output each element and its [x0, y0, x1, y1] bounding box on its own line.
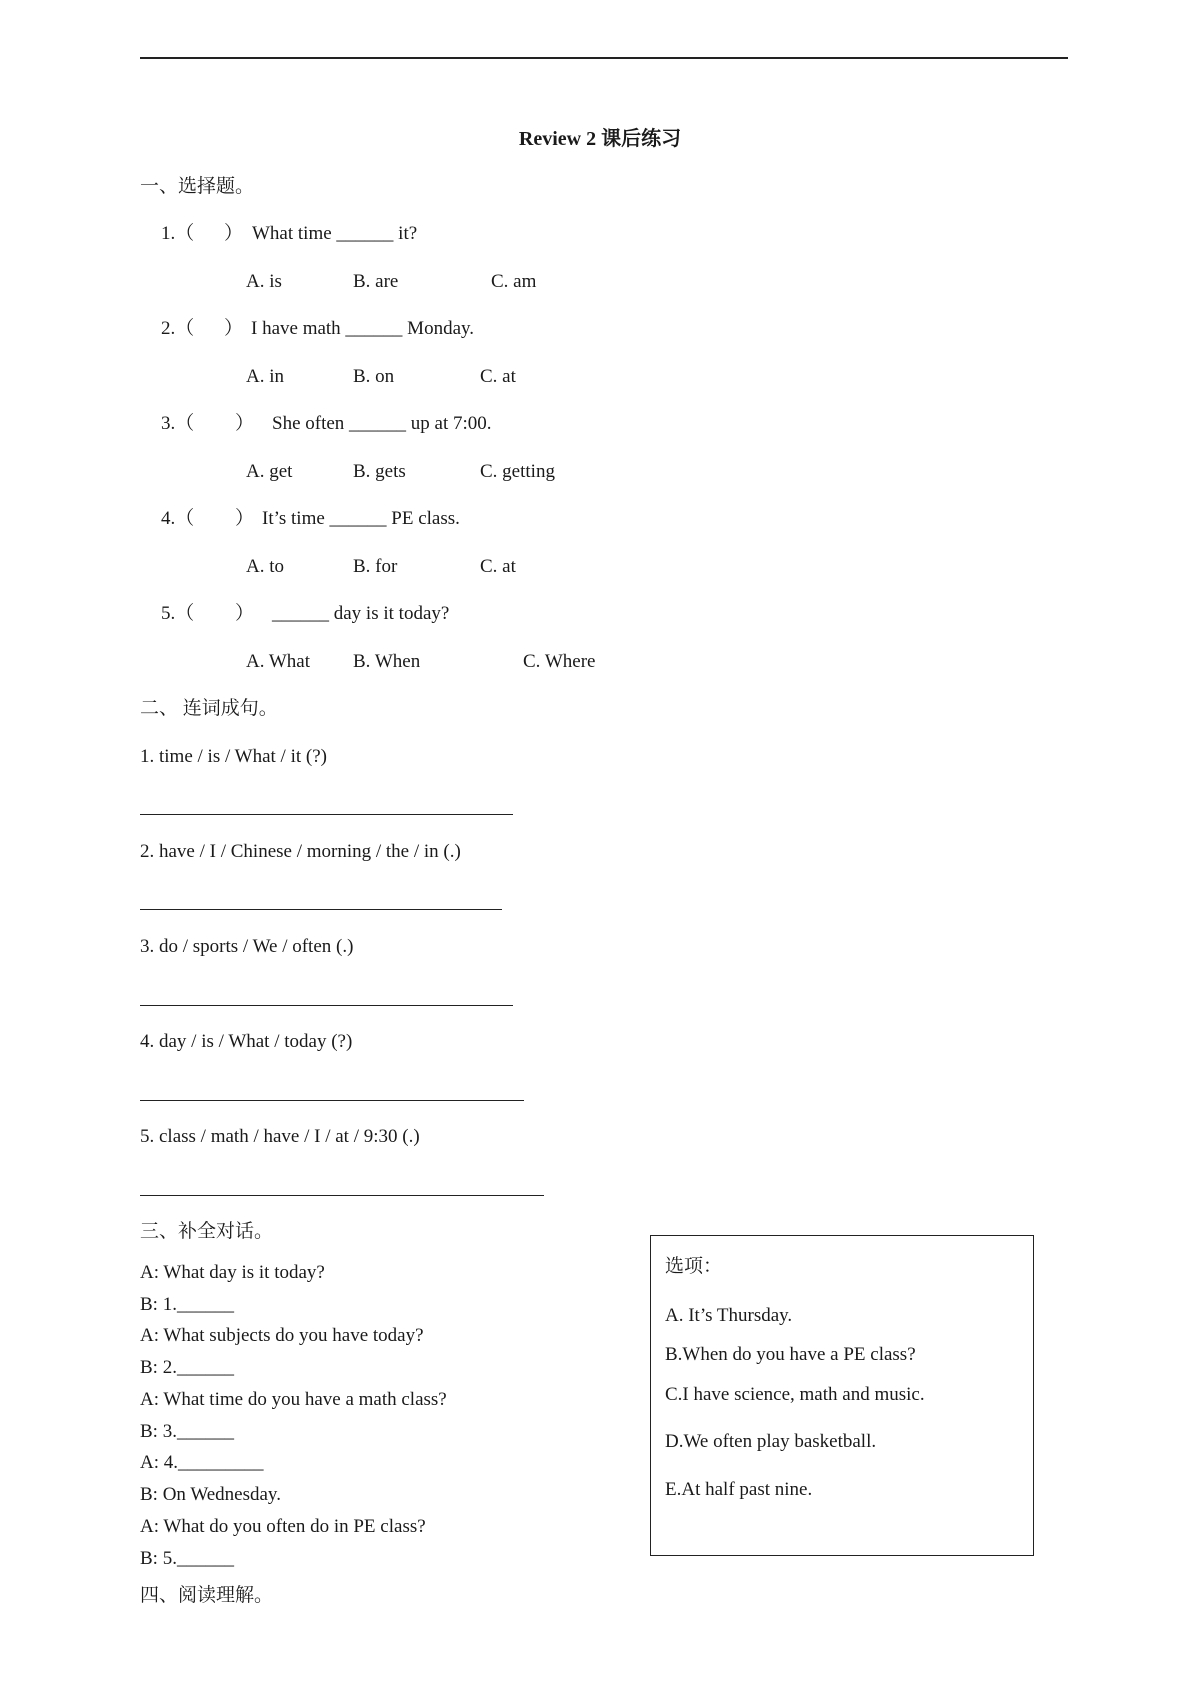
- q3-number: 3.（: [161, 413, 195, 434]
- s2-item-3: 3. do / sports / We / often (.): [140, 936, 354, 957]
- options-box-label: 选项：: [665, 1256, 723, 1277]
- q2-option-b: B. on: [353, 366, 395, 387]
- s2-item-5: 5. class / math / have / I / at / 9:30 (.): [140, 1126, 420, 1147]
- q4-option-c: C. at: [480, 556, 516, 577]
- q2-number: 2.（: [161, 318, 195, 339]
- q1-option-c: C. am: [491, 271, 537, 292]
- section2-heading: 二、 连词成句。: [140, 698, 278, 719]
- s2-item-2: 2. have / I / Chinese / morning / the / in (.): [140, 841, 461, 862]
- dialogue-line-1: A: What day is it today?: [140, 1262, 325, 1283]
- dialogue-line-7: A: 4._________: [140, 1452, 264, 1473]
- s2-answer-line-2[interactable]: [140, 909, 502, 910]
- q5-text: ______ day is it today?: [272, 603, 450, 624]
- q1-number: 1.（: [161, 223, 195, 244]
- dialogue-line-2: B: 1.______: [140, 1294, 234, 1315]
- q2-option-a: A. in: [246, 366, 284, 387]
- section1-heading: 一、选择题。: [140, 176, 255, 197]
- option-b: B.When do you have a PE class?: [665, 1344, 916, 1365]
- dialogue-line-5: A: What time do you have a math class?: [140, 1389, 447, 1410]
- page-title: Review 2 课后练习: [518, 128, 682, 150]
- s2-item-4: 4. day / is / What / today (?): [140, 1031, 353, 1052]
- q3-option-a: A. get: [246, 461, 293, 482]
- dialogue-line-3: A: What subjects do you have today?: [140, 1325, 424, 1346]
- section3-heading: 三、补全对话。: [140, 1221, 274, 1242]
- q1-close-paren: ）: [224, 223, 244, 244]
- q1-text: What time ______ it?: [252, 223, 418, 244]
- q5-option-a: A. What: [246, 651, 311, 672]
- option-a: A. It’s Thursday.: [665, 1305, 793, 1326]
- q2-text: I have math ______ Monday.: [251, 318, 475, 339]
- q3-close-paren: ）: [235, 413, 255, 434]
- q2-option-c: C. at: [480, 366, 516, 387]
- q1-option-b: B. are: [353, 271, 399, 292]
- q5-option-b: B. When: [353, 651, 421, 672]
- dialogue-line-10: B: 5.______: [140, 1548, 234, 1569]
- s2-answer-line-3[interactable]: [140, 1005, 513, 1006]
- s2-item-1: 1. time / is / What / it (?): [140, 746, 327, 767]
- q3-option-b: B. gets: [353, 461, 406, 482]
- s2-answer-line-4[interactable]: [140, 1100, 524, 1101]
- q3-text: She often ______ up at 7:00.: [272, 413, 492, 434]
- q5-number: 5.（: [161, 603, 195, 624]
- dialogue-line-8: B: On Wednesday.: [140, 1484, 281, 1505]
- option-d: D.We often play basketball.: [665, 1431, 877, 1452]
- q4-close-paren: ）: [235, 508, 255, 529]
- q4-option-b: B. for: [353, 556, 398, 577]
- q1-option-a: A. is: [246, 271, 282, 292]
- s2-answer-line-5[interactable]: [140, 1195, 544, 1196]
- option-e: E.At half past nine.: [665, 1479, 813, 1500]
- dialogue-line-4: B: 2.______: [140, 1357, 234, 1378]
- q5-close-paren: ）: [235, 603, 255, 624]
- header-rule: [140, 57, 1068, 59]
- q2-close-paren: ）: [224, 318, 244, 339]
- q4-text: It’s time ______ PE class.: [262, 508, 460, 529]
- q4-number: 4.（: [161, 508, 195, 529]
- option-c: C.I have science, math and music.: [665, 1384, 925, 1405]
- section4-heading: 四、阅读理解。: [140, 1585, 274, 1606]
- dialogue-line-6: B: 3.______: [140, 1421, 234, 1442]
- q4-option-a: A. to: [246, 556, 284, 577]
- dialogue-line-9: A: What do you often do in PE class?: [140, 1516, 426, 1537]
- q5-option-c: C. Where: [523, 651, 596, 672]
- s2-answer-line-1[interactable]: [140, 814, 513, 815]
- q3-option-c: C. getting: [480, 461, 555, 482]
